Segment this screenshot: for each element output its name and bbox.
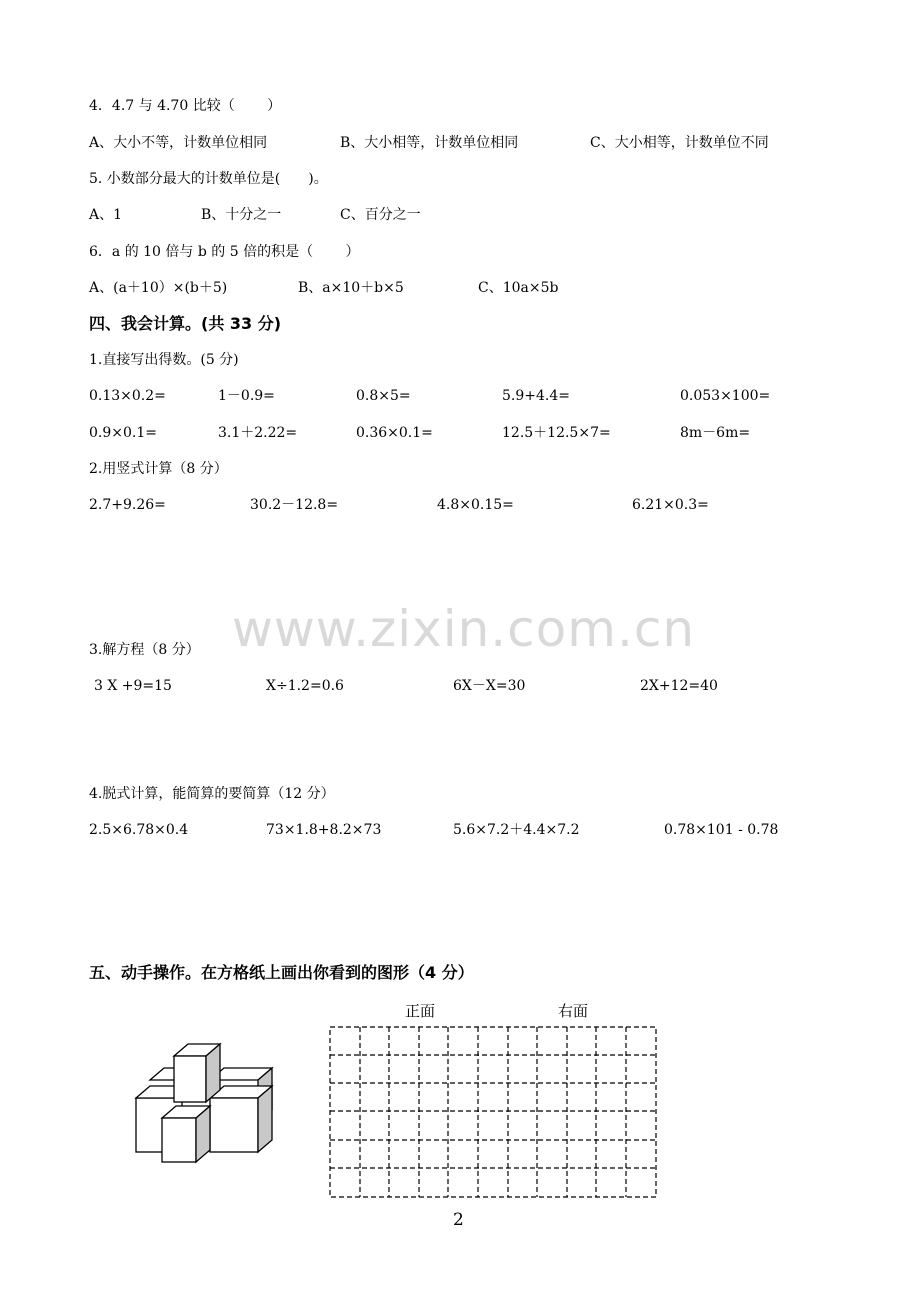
q4-option-c: C、大小相等，计数单位不同 (590, 135, 769, 151)
q6-option-a: A、(a＋10）×(b＋5) (89, 280, 228, 296)
part4-title: 4.脱式计算，能简算的要简算（12 分） (89, 786, 335, 802)
stepwise-item: 0.78×101 - 0.78 (664, 822, 779, 838)
section5-title: 五、动手操作。在方格纸上画出你看到的图形（4 分） (89, 963, 474, 982)
calc-item: 12.5＋12.5×7= (502, 425, 611, 441)
calc-item: 0.053×100= (680, 388, 771, 404)
q6-option-b: B、a×10＋b×5 (298, 280, 404, 296)
part3-title: 3.解方程（8 分） (89, 642, 200, 658)
vertical-calc-item: 6.21×0.3= (632, 497, 709, 513)
vertical-calc-item: 4.8×0.15= (437, 497, 514, 513)
page-number: 2 (453, 1210, 464, 1230)
calc-item: 8m－6m= (680, 425, 751, 441)
q4-option-b: B、大小相等，计数单位相同 (340, 135, 519, 151)
cube-stack-figure (130, 1040, 290, 1170)
equation-item: X÷1.2=0.6 (266, 678, 344, 694)
calc-item: 5.9+4.4= (502, 388, 570, 404)
equation-item: 2X+12=40 (640, 678, 718, 694)
calc-item: 0.13×0.2= (89, 388, 166, 404)
section4-title: 四、我会计算。(共 33 分) (89, 314, 282, 333)
part1-title: 1.直接写出得数。(5 分) (89, 352, 239, 368)
watermark: www.zixin.com.cn (232, 600, 696, 658)
equation-item: 6X－X=30 (453, 678, 526, 694)
calc-item: 0.8×5= (356, 388, 411, 404)
stepwise-item: 73×1.8+8.2×73 (266, 822, 382, 838)
q4-question: 4．4.7 与 4.70 比较（ ） (89, 98, 282, 114)
stepwise-item: 2.5×6.78×0.4 (89, 822, 189, 838)
grid-paper[interactable] (328, 1025, 660, 1201)
q6-option-c: C、10a×5b (478, 280, 559, 296)
q5-question: 5. 小数部分最大的计数单位是( )。 (89, 171, 328, 187)
part2-title: 2.用竖式计算（8 分） (89, 461, 228, 477)
stepwise-item: 5.6×7.2＋4.4×7.2 (453, 822, 580, 838)
q5-option-c: C、百分之一 (340, 207, 421, 223)
calc-item: 1－0.9= (218, 388, 275, 404)
vertical-calc-item: 30.2－12.8= (250, 497, 339, 513)
calc-item: 3.1＋2.22= (218, 425, 298, 441)
q5-option-a: A、1 (89, 207, 123, 223)
q4-option-a: A、大小不等，计数单位相同 (89, 135, 268, 151)
label-right: 右面 (558, 1002, 589, 1020)
calc-item: 0.36×0.1= (356, 425, 433, 441)
equation-item: 3 X +9=15 (94, 678, 172, 694)
q6-question: 6．a 的 10 倍与 b 的 5 倍的积是（ ） (89, 244, 360, 260)
label-front: 正面 (405, 1002, 436, 1020)
q5-option-b: B、十分之一 (201, 207, 282, 223)
calc-item: 0.9×0.1= (89, 425, 157, 441)
vertical-calc-item: 2.7+9.26= (89, 497, 166, 513)
